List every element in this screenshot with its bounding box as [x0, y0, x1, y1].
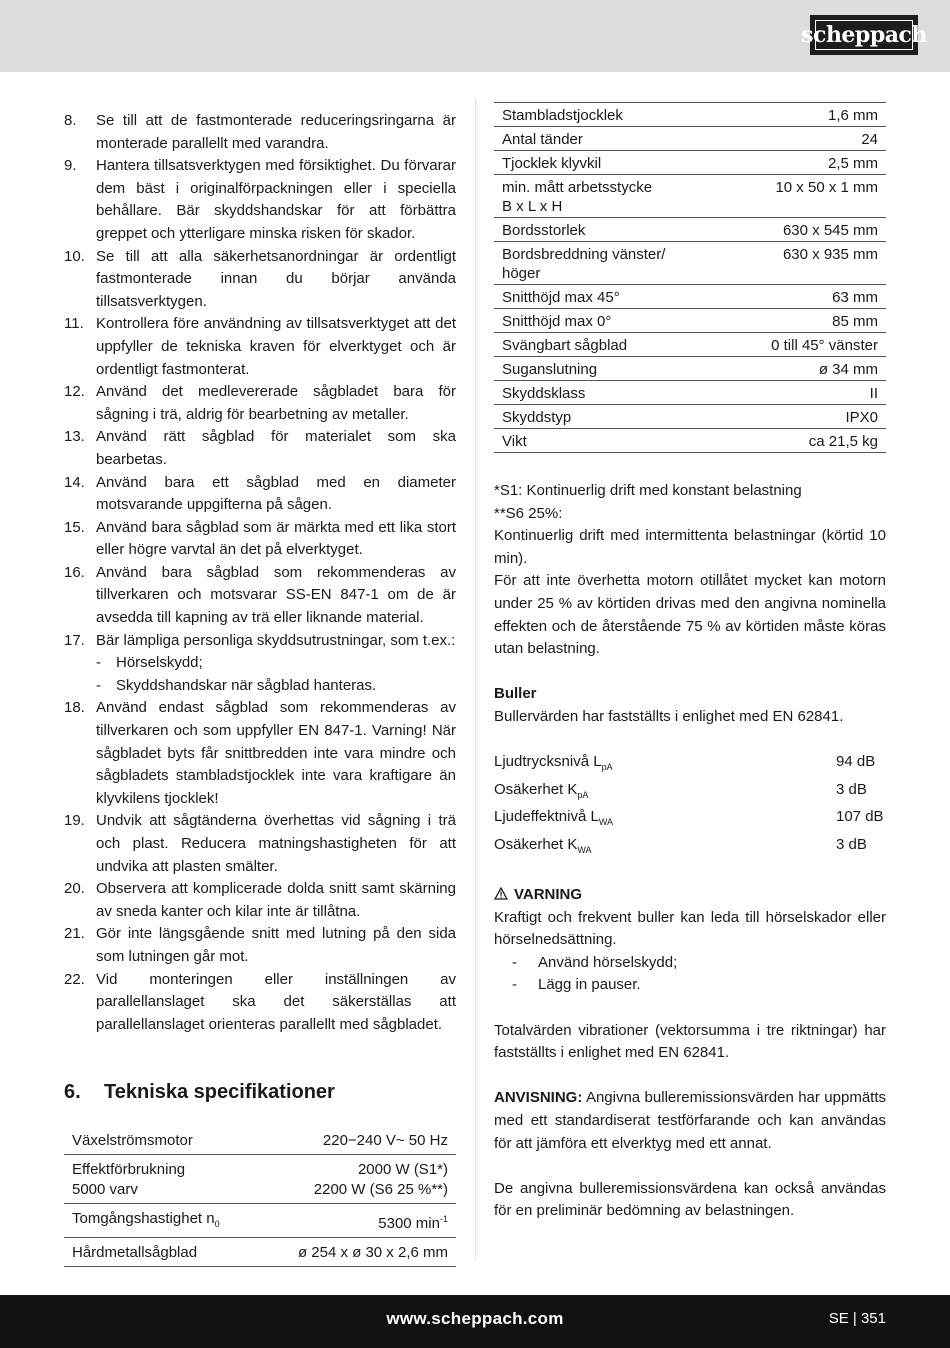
list-item: 10. Se till att alla säkerhetsanordningar är ordentligt fastmonterade innan du börjar använda tillsatsverktygen.: [64, 247, 456, 310]
table-row: Tjocklek klyvkil 2,5 mm: [494, 151, 886, 175]
note-overheat: För att inte överhetta motorn otillåtet mycket kan motorn under 25 % av körtiden drivas med den angivna nominella effekten och de återstående 75 % av körtiden måste köras utan belastning.: [494, 572, 886, 658]
ppe-sublist: [96, 652, 456, 697]
list-item: 14. Använd bara ett sågblad med en diameter motsvarande uppgifterna på sågen.: [64, 473, 456, 514]
list-item: 11. Kontrollera före användning av tillsatsverktyget att det uppfyller de tekniska kraven för elverktyget och är ordentligt fastmonterat.: [64, 315, 456, 378]
final-note: De angivna bulleremissionsvärdena kan också användas för en preliminär bedömning av belastningen.: [494, 1179, 886, 1220]
spec-table-left: [64, 1126, 456, 1267]
sublist-item: - Skyddshandskar när sågblad hanteras.: [96, 676, 377, 694]
table-row: Skyddsklass II: [494, 381, 886, 405]
section-heading: 6. Tekniska specifikationer: [64, 1081, 335, 1103]
warning-heading: VARNING: [494, 884, 886, 907]
warning-text: Kraftigt och frekvent buller kan leda till hörselskador eller hörselnedsättning.: [494, 908, 886, 949]
vibration-text: Totalvärden vibrationer (vektorsumma i tre riktningar) har fastställts i enlighet med EN 62841.: [494, 1021, 886, 1062]
brand-logo: [801, 15, 927, 55]
brand-name: scheppach: [801, 22, 927, 48]
list-item: 16. Använd bara sågblad som rekommenderas av tillverkaren och motsvarar SS-EN 847-1 om de är avsedda till kapning av trä eller liknande material.: [64, 563, 456, 627]
list-item: 8. Se till att de fastmonterade reduceringsringarna är monterade parallellt med varandra.: [64, 112, 456, 152]
safety-list-column: [64, 110, 456, 1036]
page-number: SE | 351: [828, 1310, 886, 1327]
noise-intro: Bullervärden har fastställts i enlighet med EN 62841.: [494, 707, 844, 725]
table-row: Ljudeffektnivå $L_{WA}$ 107 dB: [494, 808, 884, 828]
table-row: Snitthöjd max 45° 63 mm: [494, 285, 886, 309]
table-row: Effektförbrukning 5000 varv 2000 W (S1*) 2200 W (S6 25 %**): [64, 1155, 456, 1204]
list-item: 21. Gör inte längsgående snitt med lutning på den sida som lutningen går mot.: [64, 925, 456, 965]
sublist-item: - Använd hörselskydd;: [512, 953, 678, 971]
table-row: min. mått arbetsstycke B x L x H 10 x 50 x 1 mm: [494, 175, 886, 218]
list-item: 18. Använd endast sågblad som rekommenderas av tillverkaren och som uppfyller EN 847-1. Varning! När sågbladet byts får snittbredden inte vara mindre och sågbladets stambladstjocklek inte vara kraftigare än klyvkilens tjocklek!: [64, 699, 456, 807]
footer-bar: [0, 1295, 950, 1348]
list-item: 19. Undvik att sågtänderna överhettas vid sågning i trä och plast. Reducera matningshastigheten för att undvika att plasten smälter.: [64, 812, 456, 875]
right-column: [494, 102, 886, 1223]
table-row: Snitthöjd max 0° 85 mm: [494, 309, 886, 333]
website-link[interactable]: www.scheppach.com: [386, 1309, 564, 1328]
column-divider: [475, 100, 476, 1260]
note-s6-desc: Kontinuerlig drift med intermittenta belastningar (körtid 10 min).: [494, 527, 886, 567]
noise-values: [494, 751, 886, 861]
table-row: Osäkerhet $K_{WA}$ 3 dB: [494, 835, 867, 855]
table-row: Växelströmsmotor 220−240 V~ 50 Hz: [64, 1126, 456, 1155]
list-item: 13. Använd rätt sågblad för materialet som ska bearbetas.: [64, 428, 456, 468]
table-row: Bordsstorlek 630 x 545 mm: [494, 218, 886, 242]
table-row: Suganslutning ø 34 mm: [494, 357, 886, 381]
list-item: 22. Vid monteringen eller inställningen av parallellanslaget ska det säkerställas att parallellanslaget orienteras parallellt med sågbladet.: [64, 970, 456, 1033]
sublist-item: - Lägg in pauser.: [512, 976, 641, 994]
note-s1: *S1: Kontinuerlig drift med konstant belastning: [494, 482, 802, 499]
table-row: Tomgångshastighet $n_0$ 5300 $\min^{-1}$: [64, 1204, 456, 1238]
table-row: Vikt ca 21,5 kg: [494, 429, 886, 453]
list-item: 17. Bär lämpliga personliga skyddsutrustningar, som t.ex.: - Hörselskydd; - Skyddshandskar när sågblad hanteras.: [64, 630, 456, 698]
note-s6: **S6 25%:: [494, 504, 563, 522]
safety-list: [64, 110, 456, 1036]
table-row: Svängbart sågblad 0 till 45° vänster: [494, 333, 886, 357]
warning-list: [494, 952, 886, 997]
list-item: 9. Hantera tillsatsverktygen med försiktighet. Du förvarar dem bäst i originalförpackningen eller i speciella behållare. Bär skyddshandskar för att förbättra greppet och ytterligare minska risken för skador.: [64, 157, 456, 242]
noise-heading: Buller: [494, 685, 537, 703]
header-bar: [0, 0, 950, 72]
sublist-item: - Hörselskydd;: [96, 654, 203, 672]
table-row: Osäkerhet $K_{pA}$ 3 dB: [494, 780, 867, 800]
table-row: Antal tänder 24: [494, 127, 886, 151]
table-row: Hårdmetallsågblad ø 254 x ø 30 x 2,6 mm: [64, 1238, 456, 1267]
anvisning-text: ANVISNING: Angivna bulleremissionsvärden har uppmätts med ett standardiserat testförfarande och kan användas för att jämföra ett elverktyg med ett annat.: [494, 1089, 887, 1152]
table-row: Bordsbreddning vänster/ höger 630 x 935 mm: [494, 242, 886, 285]
table-row: Skyddstyp IPX0: [494, 405, 886, 429]
list-item: 20. Observera att komplicerade dolda snitt samt skärning av sneda kanter och kilar inte är tillåtna.: [64, 880, 456, 920]
list-item: 12. Använd det medlevererade sågbladet bara för sågning i trä, aldrig för bearbetning av metaller.: [64, 383, 456, 423]
spec-table-right: [494, 102, 886, 453]
table-row: Ljudtrycksnivå $L_{pA}$ 94 dB: [494, 753, 876, 773]
list-item: 15. Använd bara sågblad som är märkta med ett lika stort eller högre varvtal än det på elverktyget.: [64, 518, 456, 559]
warning-triangle-icon: [494, 887, 508, 900]
table-row: Stambladstjocklek 1,6 mm: [494, 103, 886, 127]
